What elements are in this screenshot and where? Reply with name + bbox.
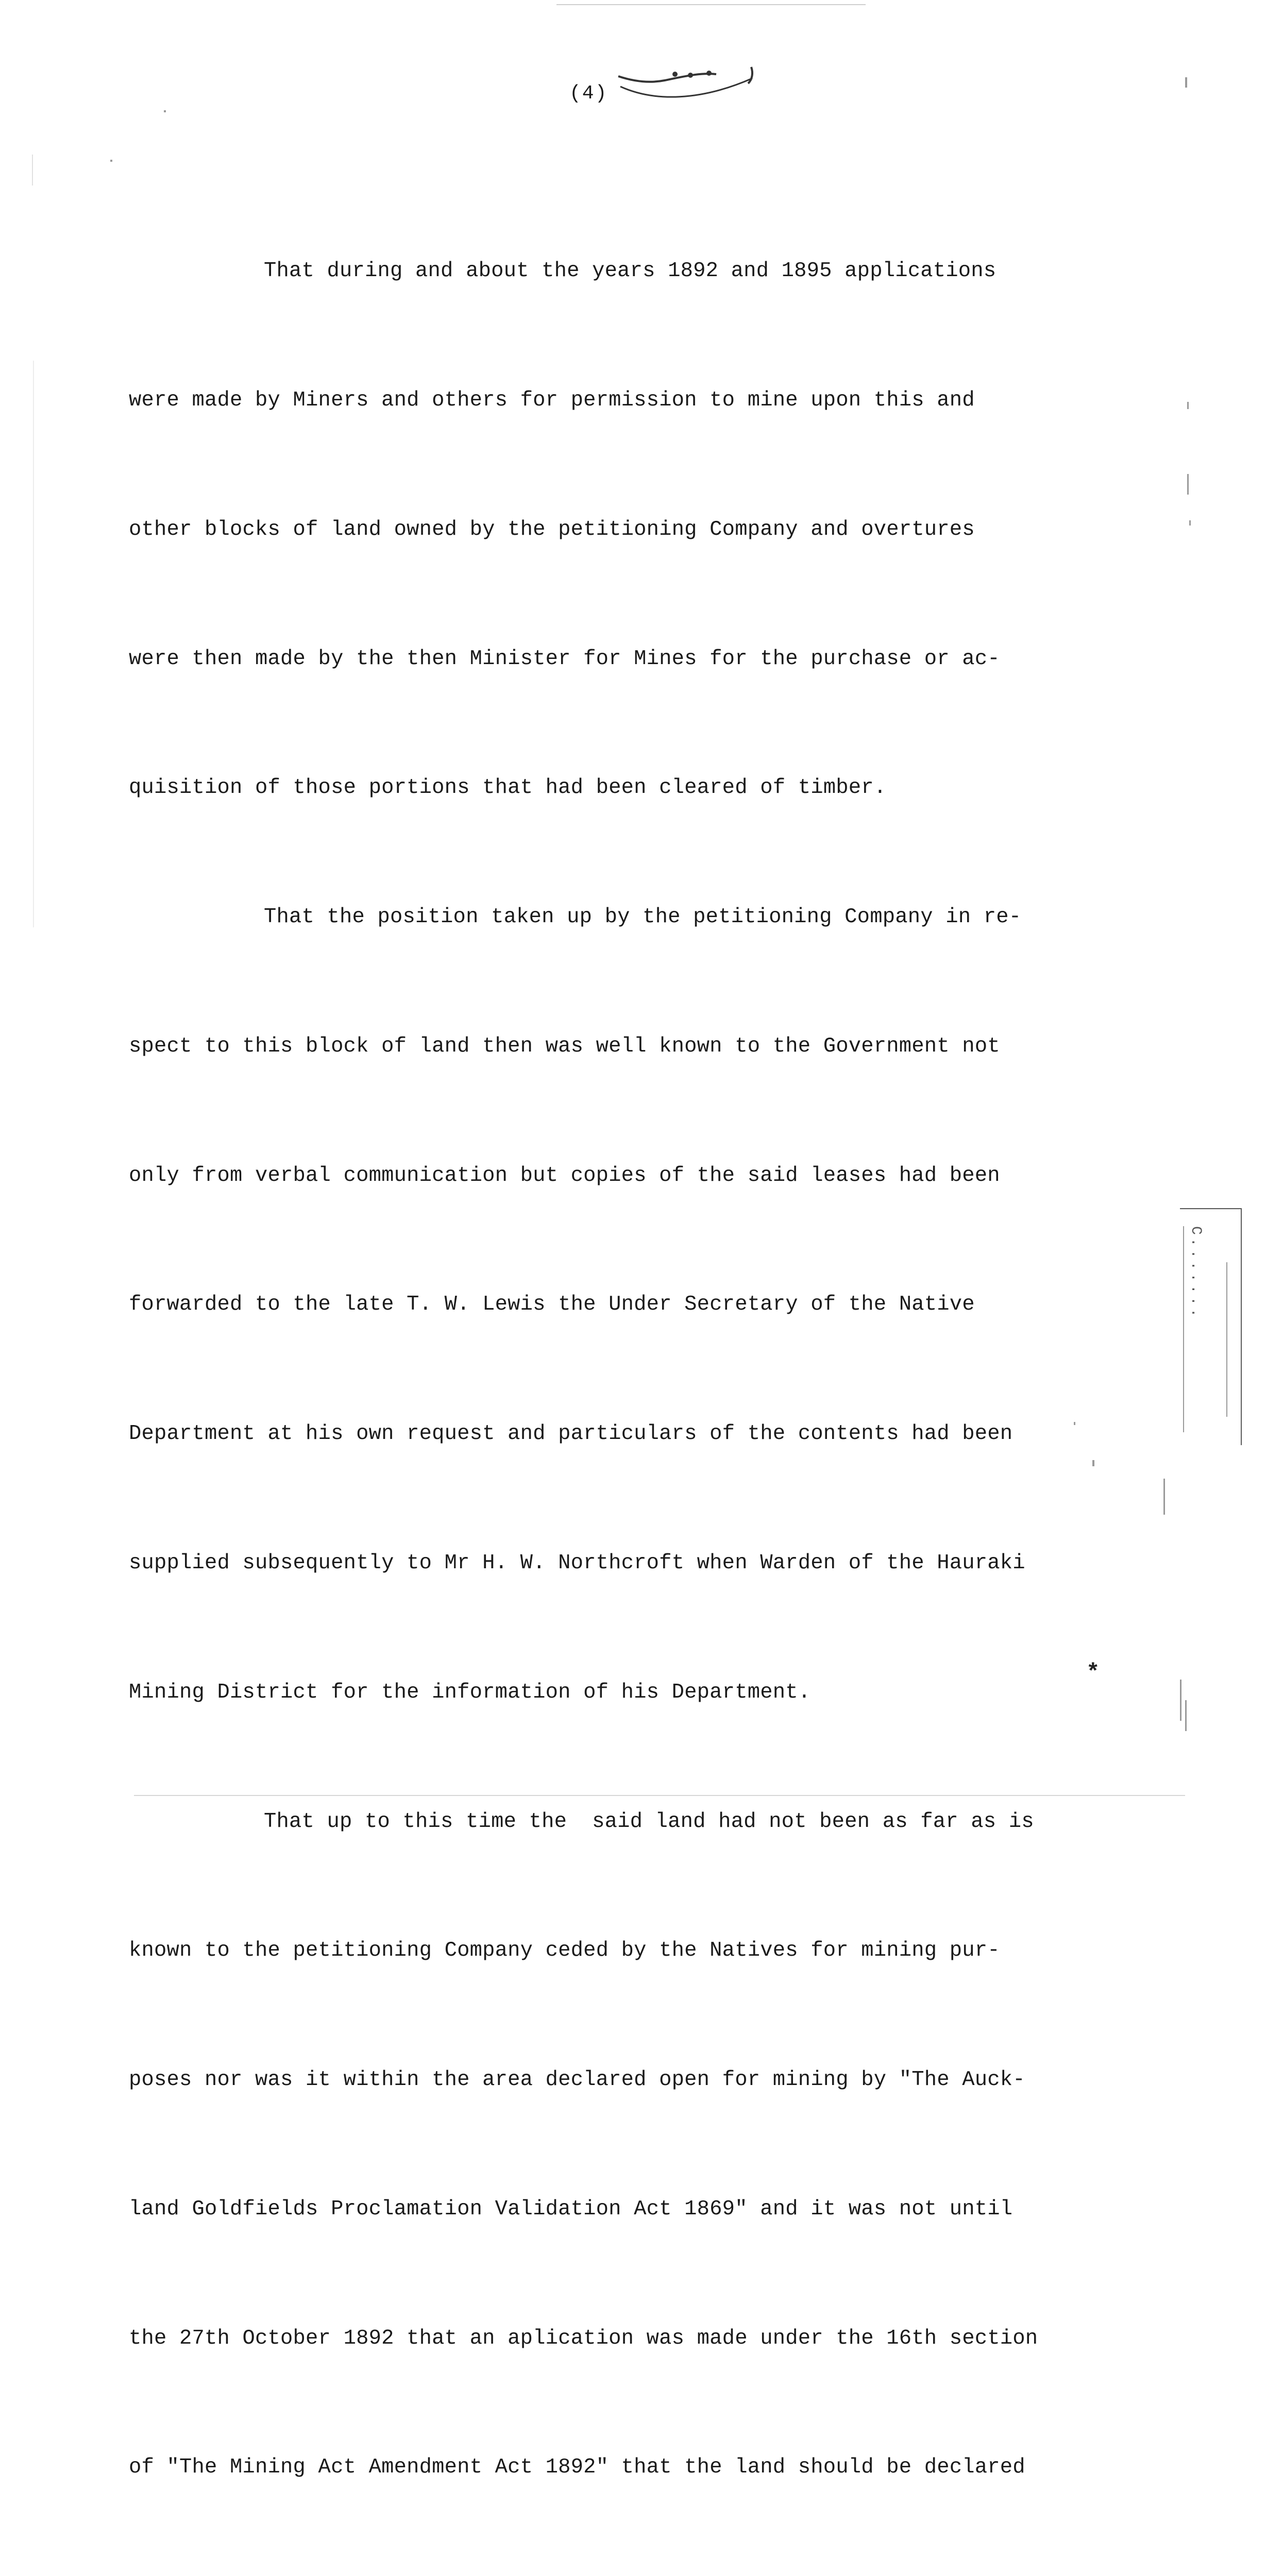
stamp-border xyxy=(1226,1262,1227,1417)
scan-speck xyxy=(1074,1422,1075,1425)
scan-speck xyxy=(1185,77,1187,88)
scan-speck xyxy=(1092,1460,1094,1466)
paragraph-line: land Goldfields Proclamation Validation Act 1869" and it was not until xyxy=(129,2197,1013,2221)
scan-speck xyxy=(1187,402,1189,409)
scan-top-edge xyxy=(556,4,866,5)
handwritten-asterisk: * xyxy=(1086,1660,1100,1686)
scan-speck xyxy=(1189,520,1191,526)
scan-speck xyxy=(164,110,166,112)
scan-speck xyxy=(110,160,112,162)
stamp-text: C....... xyxy=(1188,1226,1204,1320)
paragraph-line: the 27th October 1892 that an aplication was made under the 16th section xyxy=(129,2326,1038,2350)
paragraph-line: Department at his own request and particulars of the contents had been xyxy=(129,1422,1013,1446)
paragraph-line: poses nor was it within the area declared open for mining by "The Auck- xyxy=(129,2068,1025,2092)
paragraph-line: supplied subsequently to Mr H. W. Northcroft when Warden of the Hauraki xyxy=(129,1551,1025,1575)
paragraph-line: That during and about the years 1892 and 1895 applications xyxy=(264,259,997,283)
scan-speck xyxy=(1185,1700,1187,1731)
stamp-border xyxy=(1241,1208,1242,1445)
paragraph-line: That the position taken up by the petitioning Company in re- xyxy=(264,905,1022,929)
scan-speck xyxy=(1180,1680,1181,1721)
paragraph-line: Mining District for the information of his Department. xyxy=(129,1680,811,1704)
paragraph-line: were made by Miners and others for permission to mine upon this and xyxy=(129,388,975,412)
scan-speck xyxy=(1163,1479,1165,1515)
paragraph-line: forwarded to the late T. W. Lewis the Under Secretary of the Native xyxy=(129,1293,975,1317)
scan-bottom-edge xyxy=(134,1795,1185,1796)
paragraph-line: known to the petitioning Company ceded by the Natives for mining pur- xyxy=(129,1939,1000,1963)
paragraph-line: were then made by the then Minister for Mines for the purchase or ac- xyxy=(129,647,1000,671)
paragraph-line: That up to this time the said land had not been as far as is xyxy=(264,1809,1034,1834)
handwritten-reference-mark xyxy=(613,57,768,113)
paragraph-line: only from verbal communication but copies of the said leases had been xyxy=(129,1163,1000,1188)
paragraph-line: other blocks of land owned by the petitioning Company and overtures xyxy=(129,517,975,541)
scan-speck xyxy=(32,155,33,185)
paragraph-line xyxy=(129,2575,1108,2576)
paragraph-line: of "The Mining Act Amendment Act 1892" that the land should be declared xyxy=(129,2455,1025,2480)
paragraph-line: spect to this block of land then was well known to the Government not xyxy=(129,1034,1000,1058)
paragraph-line: quisition of those portions that had been cleared of timber. xyxy=(129,776,887,800)
page-number: (4) xyxy=(569,82,608,105)
scan-speck xyxy=(33,361,34,927)
letter-body xyxy=(129,164,1108,2576)
scan-speck xyxy=(1187,474,1189,495)
